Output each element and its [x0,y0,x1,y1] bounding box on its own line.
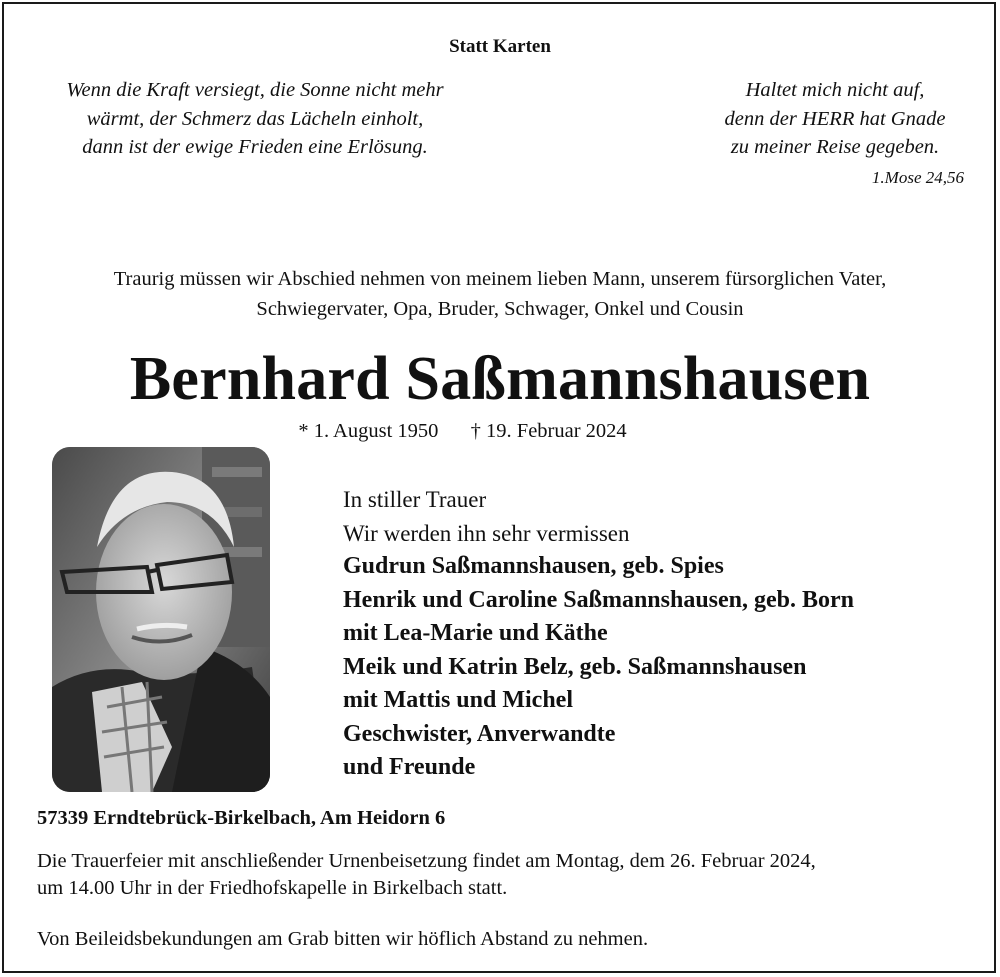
mourners-list [343,483,854,785]
quote-left-line: Wenn die Kraft versiegt, die Sonne nicht mehr [66,79,444,101]
deceased-name: Bernhard Saßmannshausen [129,345,871,413]
quote-right-line: denn der HERR hat Gnade [724,107,946,130]
mourner-name: mit Lea-Marie und Käthe [343,620,608,646]
quote-right-line: zu meiner Reise gegeben. [730,136,940,158]
mourners-intro-line: In stiller Trauer [343,487,487,512]
mourner-name: Gudrun Saßmannshausen, geb. Spies [343,553,724,579]
quote-left-line: wärmt, der Schmerz das Lächeln einholt, [86,107,424,130]
portrait-photo [52,447,270,792]
mourners-intro-line: Wir werden ihn sehr vermissen [343,520,630,546]
quote-right-line: Haltet mich nicht auf, [745,79,925,101]
quote-reference: 1.Mose 24,56 [871,168,964,187]
mourner-name: und Freunde [343,754,476,780]
life-dates [0,420,925,443]
mourner-name: mit Mattis und Michel [343,687,573,713]
intro-line: Traurig müssen wir Abschied nehmen von meinem lieben Mann, unserem fürsorglichen Vater, [113,268,887,290]
notice-heading: Statt Karten [449,36,551,57]
condolence-note: Von Beileidsbekundungen am Grab bitten wir höflich Abstand zu nehmen. [37,928,649,950]
service-line: um 14.00 Uhr in der Friedhofskapelle in Birkelbach statt. [37,877,508,899]
quote-left [20,76,490,162]
mourner-name: Meik und Katrin Belz, geb. Saßmannshausen [343,653,807,680]
portrait-illustration [52,447,270,792]
funeral-service-info [37,848,816,902]
service-line: Die Trauerfeier mit anschließender Urnenbeisetzung findet am Montag, dem 26. Februar 2024, [37,850,816,872]
mourner-name: Geschwister, Anverwandte [343,720,616,747]
intro-text [0,264,1000,324]
quote-right [690,76,980,162]
quote-left-line: dann ist der ewige Frieden eine Erlösung. [82,136,428,158]
mourner-name: Henrik und Caroline Saßmannshausen, geb. Born [343,586,855,613]
family-address: 57339 Erndtebrück-Birkelbach, Am Heidorn 6 [37,807,446,829]
death-date: † 19. Februar 2024 [470,420,627,442]
intro-line: Schwiegervater, Opa, Bruder, Schwager, Onkel und Cousin [256,298,744,320]
birth-date: * 1. August 1950 [298,420,439,442]
